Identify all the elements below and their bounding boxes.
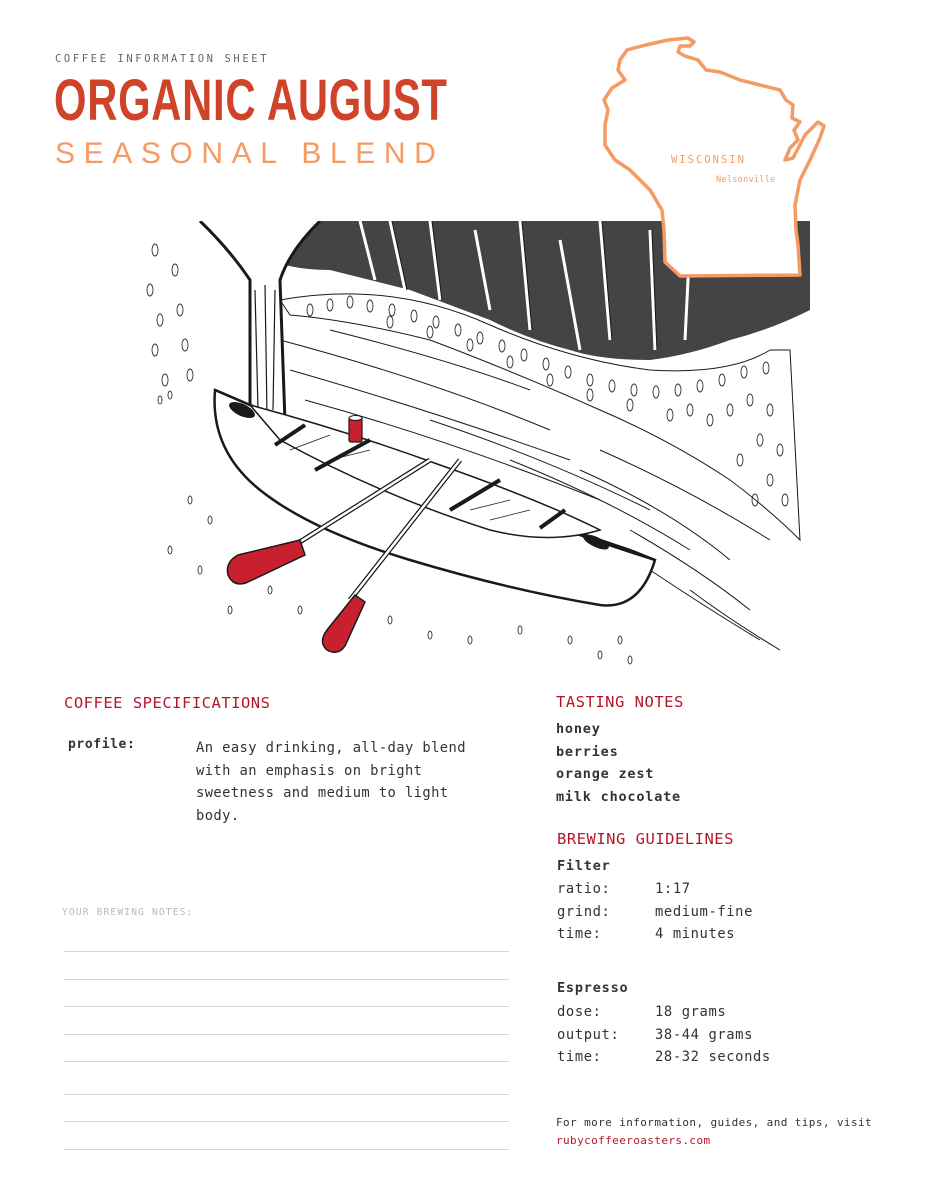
notes-line — [64, 1006, 509, 1007]
document-eyebrow: COFFEE INFORMATION SHEET — [55, 53, 270, 65]
filter-grind-row — [557, 904, 753, 920]
brew-value: 18 grams — [655, 1004, 727, 1020]
paddle-blade-right — [323, 595, 366, 652]
brew-key: grind: — [557, 904, 611, 920]
notes-line — [64, 1094, 509, 1095]
coffee-subtitle: SEASONAL BLEND — [55, 137, 445, 170]
brew-value: 28-32 seconds — [655, 1049, 771, 1065]
tasting-note-item: berries — [556, 743, 619, 760]
brew-value: 1:17 — [655, 881, 691, 897]
notes-line — [64, 1149, 509, 1150]
website-link[interactable]: rubycoffeeroasters.com — [556, 1134, 711, 1147]
espresso-time-row — [557, 1049, 771, 1065]
footer-text: For more information, guides, and tips, visit — [556, 1116, 873, 1129]
tasting-notes-heading: TASTING NOTES — [556, 693, 684, 711]
espresso-dose-row — [557, 1004, 726, 1020]
brew-value: medium-fine — [655, 904, 753, 920]
brewing-notes-label: YOUR BREWING NOTES: — [62, 907, 194, 918]
notes-line — [64, 951, 509, 952]
brew-key: time: — [557, 926, 602, 942]
brew-key: dose: — [557, 1004, 602, 1020]
filter-time-row — [557, 926, 735, 942]
tasting-note-item: orange zest — [556, 766, 655, 783]
espresso-output-row — [557, 1027, 753, 1043]
map-town-label: Nelsonville — [716, 175, 776, 185]
brew-key: time: — [557, 1049, 602, 1065]
notes-line — [64, 1034, 509, 1035]
filter-ratio-row — [557, 881, 691, 897]
brewing-guidelines-heading: BREWING GUIDELINES — [557, 830, 734, 848]
profile-value: An easy drinking, all-day blend with an emphasis on bright sweetness and medium to light body. — [196, 740, 466, 825]
tasting-note-item: milk chocolate — [556, 789, 681, 806]
tasting-notes-list — [556, 718, 681, 809]
filter-subheading: Filter — [557, 858, 611, 874]
map-state-label: WISCONSIN — [671, 154, 746, 166]
brew-value: 4 minutes — [655, 926, 736, 942]
brew-key: output: — [557, 1027, 620, 1043]
coffee-specifications-heading: COFFEE SPECIFICATIONS — [64, 694, 271, 712]
espresso-subheading: Espresso — [557, 980, 629, 996]
notes-line — [64, 1061, 509, 1062]
paddle-blade-left — [227, 540, 305, 584]
coffee-title: ORGANIC AUGUST — [54, 68, 448, 133]
illustration-scene — [147, 221, 810, 664]
notes-line — [64, 1121, 509, 1122]
brew-key: ratio: — [557, 881, 611, 897]
notes-line — [64, 979, 509, 980]
tasting-note-item: honey — [556, 721, 601, 737]
brew-value: 38-44 grams — [655, 1027, 753, 1043]
profile-label: profile: — [68, 737, 136, 752]
footer-note — [556, 1114, 928, 1150]
